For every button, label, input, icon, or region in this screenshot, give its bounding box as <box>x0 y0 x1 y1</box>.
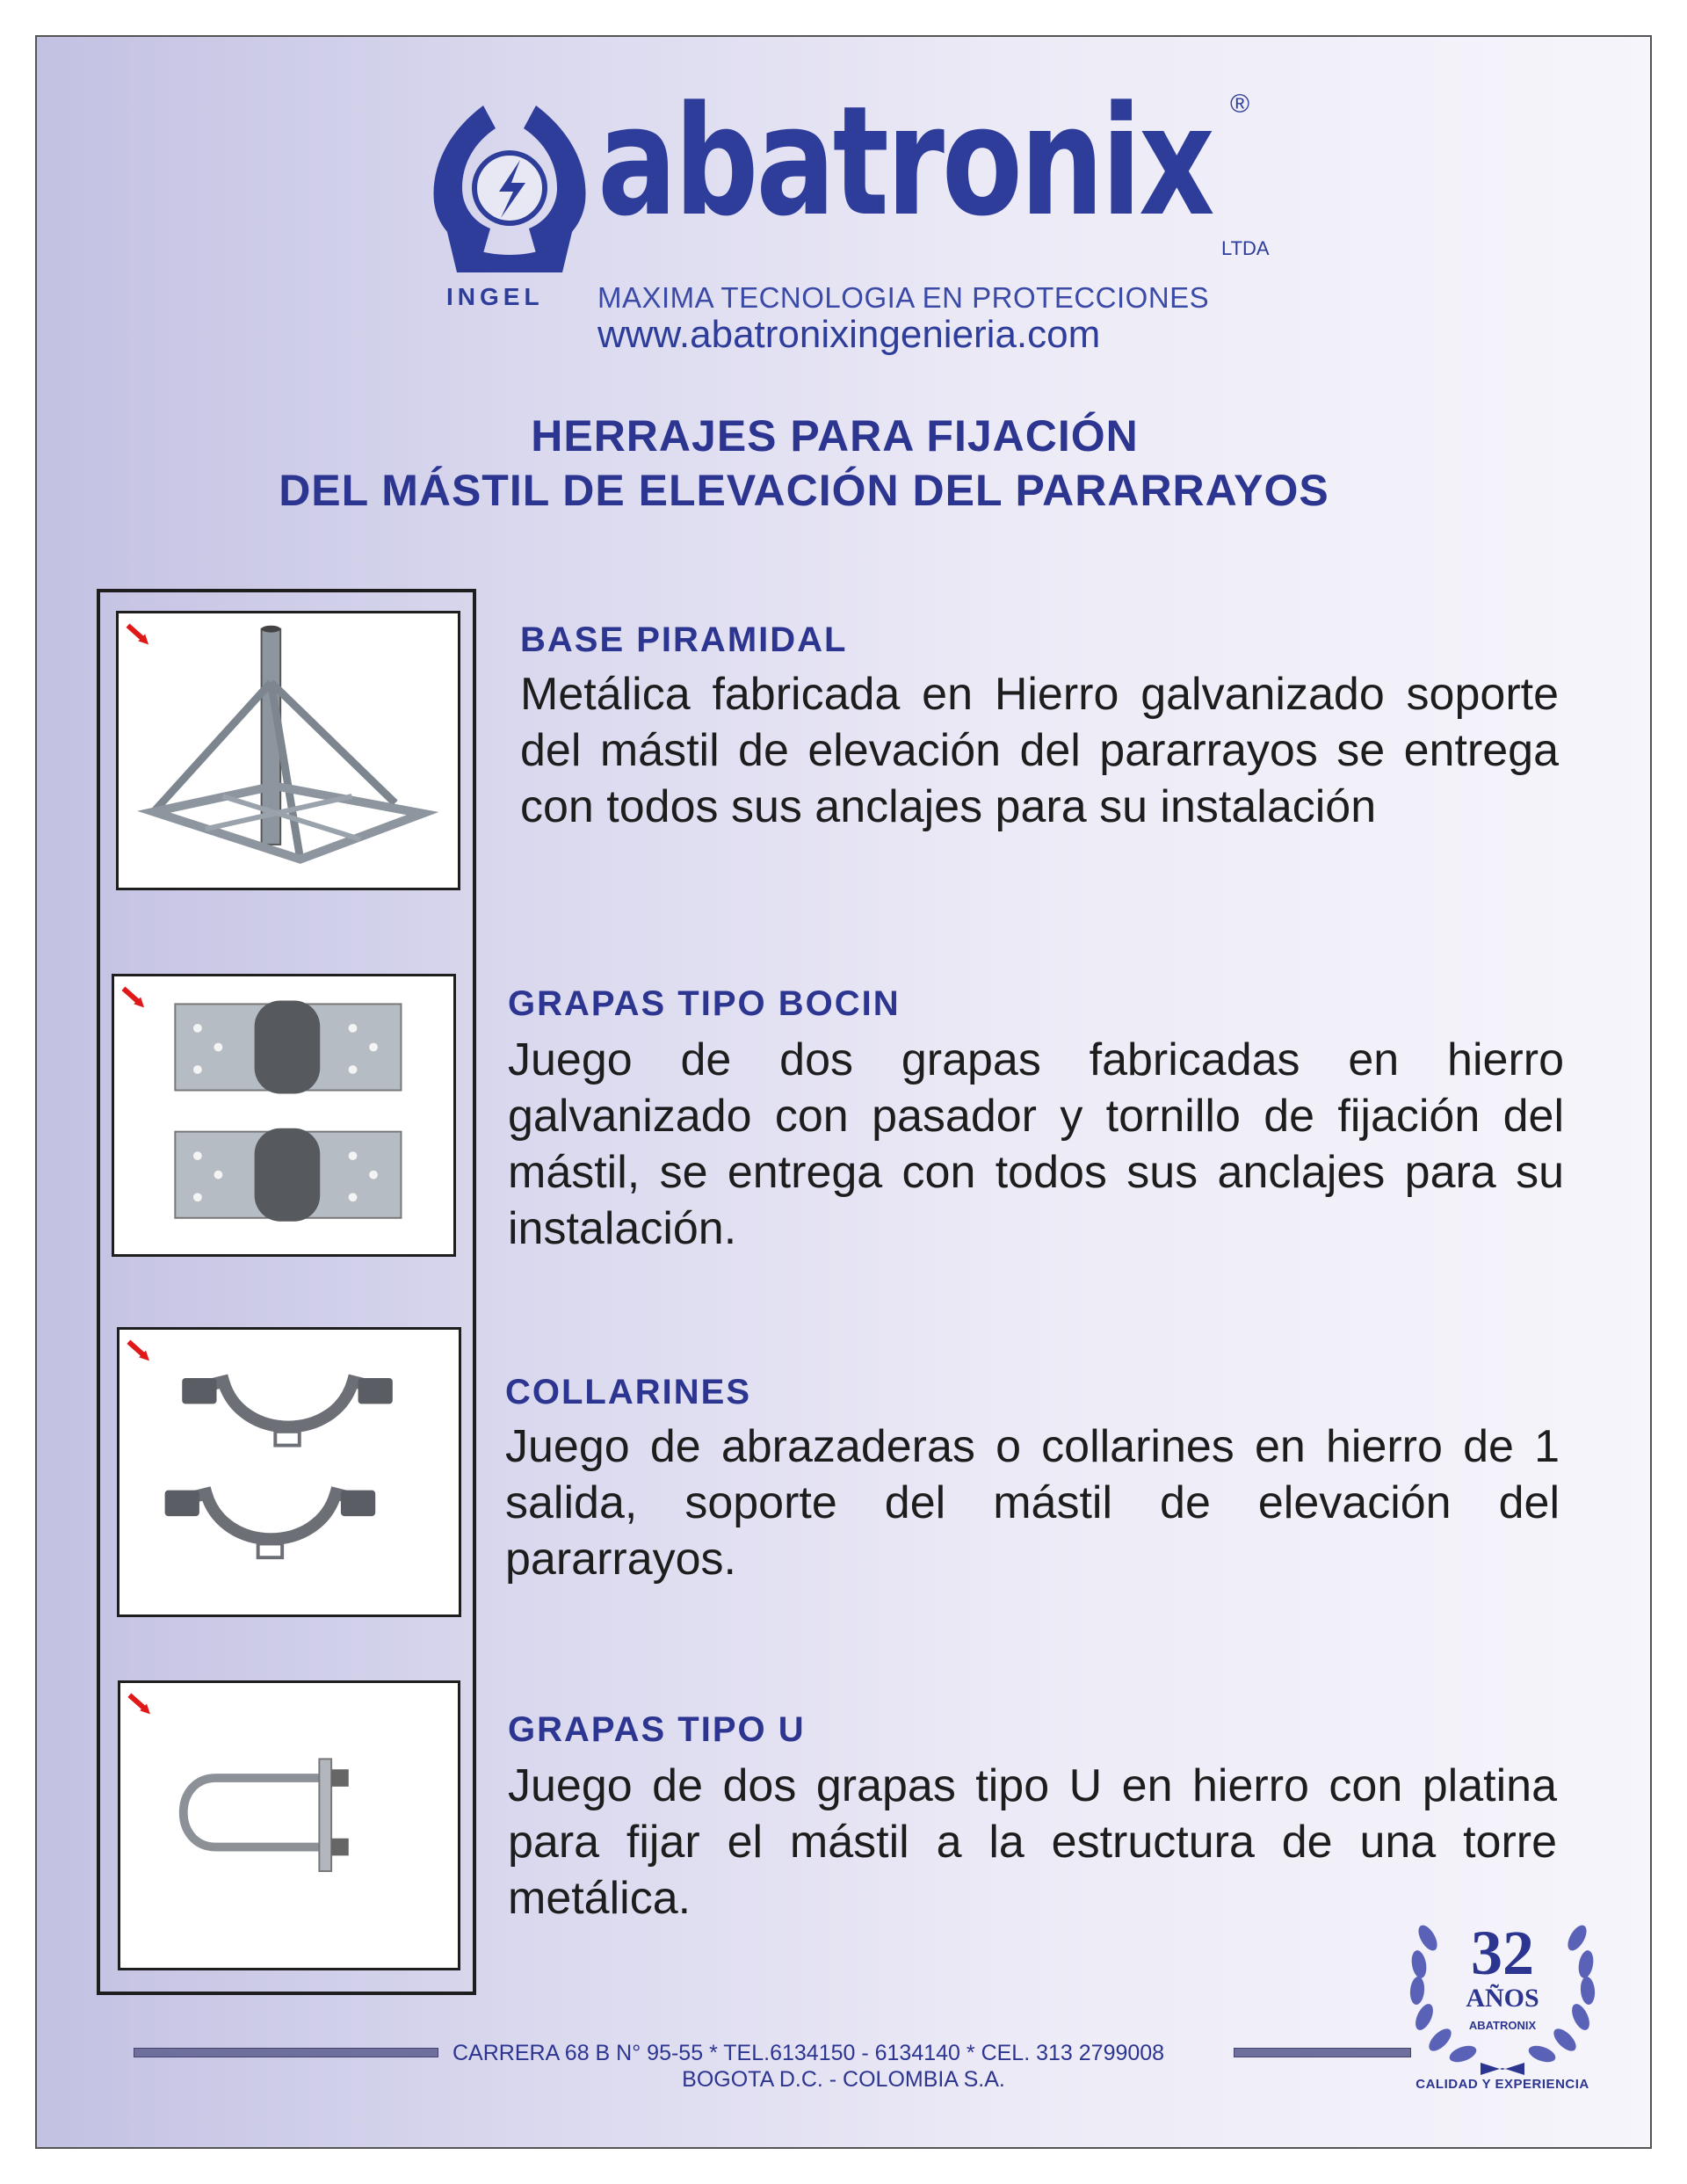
product-title-base-piramidal: BASE PIRAMIDAL <box>520 620 848 659</box>
footer-city: BOGOTA D.C. - COLOMBIA S.A. <box>682 2067 1005 2092</box>
bushing-clamp-icon <box>114 976 453 1254</box>
footer-rule-right <box>1234 2048 1411 2057</box>
badge-caption: CALIDAD Y EXPERIENCIA <box>1415 2077 1589 2092</box>
product-title-grapas-tipo-u: GRAPAS TIPO U <box>508 1710 806 1749</box>
product-description-collarines: Juego de abrazaderas o collarines en hierro de 1 salida, soporte del mástil de elevación del pararrayos. <box>505 1421 1560 1585</box>
product-title-collarines: COLLARINES <box>505 1373 751 1411</box>
product-description-base-piramidal: Metálica fabricada en Hierro galvanizado soporte del mástil de elevación del pararrayos se entrega con todos sus anclajes para su instalación <box>520 669 1559 832</box>
footer-address: CARRERA 68 B N° 95-55 * TEL.6134150 - 6134140 * CEL. 313 2799008 <box>453 2041 1165 2065</box>
footer-rule-left <box>134 2048 438 2057</box>
brand-wordmark: abatronix <box>597 73 1213 250</box>
product-image-base-piramidal <box>116 611 460 890</box>
page-title-line-2: DEL MÁSTIL DE ELEVACIÓN DEL PARARRAYOS <box>279 466 1329 515</box>
website-link[interactable]: www.abatronixingenieria.com <box>597 313 1101 356</box>
badge-years-label: AÑOS <box>1466 1984 1539 2013</box>
collar-clamp-icon <box>119 1330 459 1614</box>
product-image-collarines <box>117 1327 461 1617</box>
brand-suffix: LTDA <box>1221 237 1270 259</box>
badge-brand: ABATRONIX <box>1468 2019 1537 2032</box>
product-image-grapas-tipo-bocin <box>112 974 456 1257</box>
hands-bolt-emblem-icon <box>422 97 597 281</box>
pyramidal-base-icon <box>119 613 458 888</box>
anniversary-badge <box>1401 1903 1604 2101</box>
product-title-grapas-tipo-bocin: GRAPAS TIPO BOCIN <box>508 984 901 1023</box>
company-logo <box>422 73 1283 369</box>
registered-mark: ® <box>1230 90 1250 119</box>
product-description-grapas-tipo-u: Juego de dos grapas tipo U en hierro con platina para fijar el mástil a la estructura de una torre metálica. <box>508 1760 1557 1924</box>
brand-tagline: MAXIMA TECNOLOGIA EN PROTECCIONES <box>597 281 1210 314</box>
product-image-grapas-tipo-u <box>118 1680 460 1970</box>
page-title-line-1: HERRAJES PARA FIJACIÓN <box>531 411 1139 461</box>
product-description-grapas-tipo-bocin: Juego de dos grapas fabricadas en hierro galvanizado con pasador y tornillo de fijación del mástil, se entrega con todos sus anclajes para su instalación. <box>508 1034 1564 1254</box>
badge-years: 32 <box>1471 1918 1534 1988</box>
u-bolt-icon <box>120 1683 458 1968</box>
emblem-label: INGEL <box>446 283 544 310</box>
